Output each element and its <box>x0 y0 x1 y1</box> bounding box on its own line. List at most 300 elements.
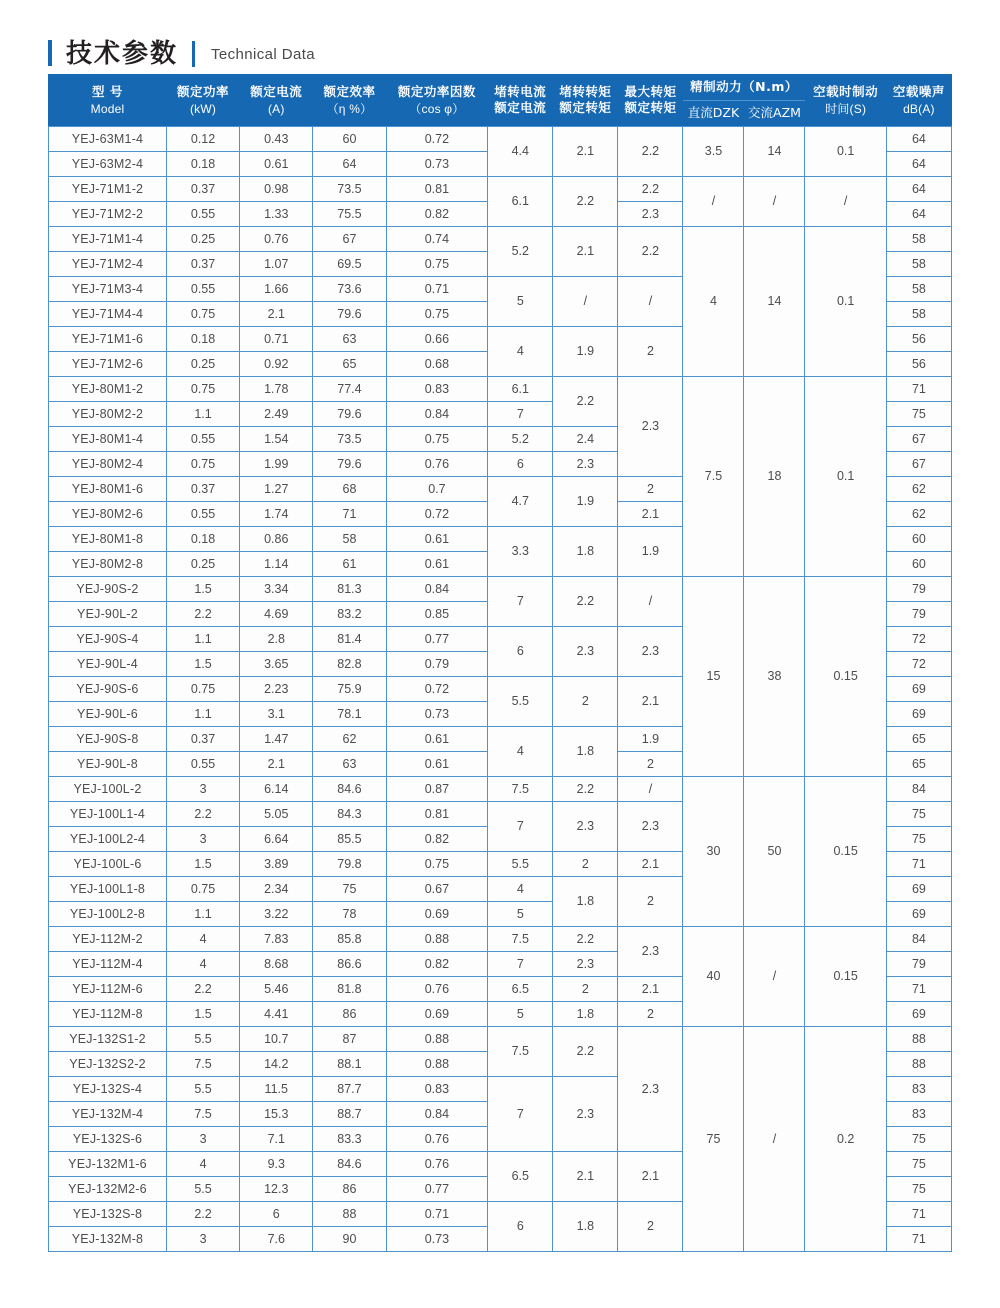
cell-noise: 67 <box>886 426 951 451</box>
cell-power-factor: 0.73 <box>386 151 488 176</box>
cell-rated-current: 3.34 <box>240 576 313 601</box>
cell-power-factor: 0.75 <box>386 301 488 326</box>
cell-rated-power: 0.37 <box>166 726 239 751</box>
cell-power-factor: 0.68 <box>386 351 488 376</box>
page-title-en: Technical Data <box>211 45 316 63</box>
cell-rated-current: 2.49 <box>240 401 313 426</box>
cell-rated-power: 0.75 <box>166 301 239 326</box>
cell-model: YEJ-100L2-8 <box>49 901 167 926</box>
cell-rated-power: 1.1 <box>166 901 239 926</box>
cell-power-factor: 0.74 <box>386 226 488 251</box>
cell-noise: 67 <box>886 451 951 476</box>
cell-rated-power: 0.12 <box>166 126 239 151</box>
cell-efficiency: 75.5 <box>313 201 386 226</box>
cell-model: YEJ-80M2-4 <box>49 451 167 476</box>
cell-efficiency: 62 <box>313 726 386 751</box>
cell-model: YEJ-132M-4 <box>49 1101 167 1126</box>
cell-locked-current-ratio: 4.4 <box>488 126 553 176</box>
cell-noise: 79 <box>886 576 951 601</box>
cell-max-torque-ratio: 1.9 <box>618 726 683 751</box>
cell-noise: 60 <box>886 551 951 576</box>
cell-model: YEJ-71M2-4 <box>49 251 167 276</box>
cell-rated-current: 0.61 <box>240 151 313 176</box>
cell-noise: 64 <box>886 126 951 151</box>
cell-rated-current: 3.89 <box>240 851 313 876</box>
cell-power-factor: 0.77 <box>386 626 488 651</box>
cell-noise: 58 <box>886 276 951 301</box>
cell-power-factor: 0.85 <box>386 601 488 626</box>
cell-rated-power: 7.5 <box>166 1051 239 1076</box>
cell-power-factor: 0.83 <box>386 1076 488 1101</box>
col-header-model-en: Model <box>90 101 125 116</box>
cell-rated-current: 5.05 <box>240 801 313 826</box>
cell-rated-current: 3.65 <box>240 651 313 676</box>
col-header-power-factor-en: （cos φ） <box>409 101 465 116</box>
cell-power-factor: 0.82 <box>386 951 488 976</box>
cell-rated-power: 5.5 <box>166 1026 239 1051</box>
cell-locked-torque-ratio: 2.2 <box>553 926 618 951</box>
cell-noise: 58 <box>886 301 951 326</box>
cell-locked-torque-ratio: 2.2 <box>553 376 618 426</box>
cell-efficiency: 60 <box>313 126 386 151</box>
cell-rated-power: 0.55 <box>166 501 239 526</box>
cell-power-factor: 0.61 <box>386 751 488 776</box>
cell-noise: 69 <box>886 876 951 901</box>
cell-locked-current-ratio: 4 <box>488 726 553 776</box>
cell-rated-current: 6.14 <box>240 776 313 801</box>
col-header-locked-torque-sub: 额定转矩 <box>559 100 612 116</box>
technical-spec-table <box>48 74 952 1252</box>
cell-rated-current: 1.66 <box>240 276 313 301</box>
cell-max-torque-ratio: 2.1 <box>618 976 683 1001</box>
cell-brake-force-dzk: 7.5 <box>683 376 744 576</box>
cell-power-factor: 0.61 <box>386 726 488 751</box>
cell-rated-power: 0.37 <box>166 251 239 276</box>
cell-rated-power: 0.37 <box>166 476 239 501</box>
cell-model: YEJ-112M-8 <box>49 1001 167 1026</box>
cell-locked-torque-ratio: 2.3 <box>553 626 618 676</box>
cell-noise: 56 <box>886 326 951 351</box>
cell-power-factor: 0.61 <box>386 551 488 576</box>
col-header-brake-time-cn: 空载时制动 <box>813 83 879 99</box>
cell-brake-time: 0.2 <box>805 1026 886 1251</box>
cell-efficiency: 65 <box>313 351 386 376</box>
cell-rated-power: 3 <box>166 776 239 801</box>
col-header-brake-force-group <box>683 75 805 101</box>
cell-rated-power: 2.2 <box>166 801 239 826</box>
cell-rated-current: 1.33 <box>240 201 313 226</box>
cell-rated-power: 4 <box>166 951 239 976</box>
cell-rated-current: 1.07 <box>240 251 313 276</box>
col-header-max-torque-sub: 额定转矩 <box>624 100 677 116</box>
cell-rated-power: 1.1 <box>166 701 239 726</box>
cell-noise: 65 <box>886 751 951 776</box>
cell-efficiency: 79.8 <box>313 851 386 876</box>
cell-brake-time: 0.15 <box>805 776 886 926</box>
cell-power-factor: 0.73 <box>386 701 488 726</box>
cell-max-torque-ratio: 2 <box>618 751 683 776</box>
cell-locked-torque-ratio: 2 <box>553 976 618 1001</box>
cell-rated-current: 10.7 <box>240 1026 313 1051</box>
cell-efficiency: 68 <box>313 476 386 501</box>
table-row <box>49 576 952 601</box>
cell-model: YEJ-71M2-6 <box>49 351 167 376</box>
cell-model: YEJ-90L-8 <box>49 751 167 776</box>
col-header-model <box>49 75 167 127</box>
cell-model: YEJ-80M1-4 <box>49 426 167 451</box>
cell-locked-torque-ratio: 1.8 <box>553 1001 618 1026</box>
cell-model: YEJ-80M2-6 <box>49 501 167 526</box>
cell-rated-power: 4 <box>166 926 239 951</box>
cell-locked-torque-ratio: 1.8 <box>553 1201 618 1251</box>
cell-model: YEJ-63M1-4 <box>49 126 167 151</box>
cell-efficiency: 84.6 <box>313 1151 386 1176</box>
cell-locked-current-ratio: 6 <box>488 451 553 476</box>
cell-brake-force-dzk: / <box>683 176 744 226</box>
col-header-locked-torque-ratio <box>553 75 618 127</box>
cell-rated-power: 3 <box>166 826 239 851</box>
cell-max-torque-ratio: 2.1 <box>618 501 683 526</box>
cell-max-torque-ratio: / <box>618 576 683 626</box>
cell-efficiency: 63 <box>313 751 386 776</box>
col-header-rated-power <box>166 75 239 127</box>
cell-rated-power: 2.2 <box>166 976 239 1001</box>
cell-locked-current-ratio: 5.2 <box>488 226 553 276</box>
cell-rated-current: 0.43 <box>240 126 313 151</box>
cell-locked-torque-ratio: 2.3 <box>553 1076 618 1151</box>
cell-noise: 64 <box>886 151 951 176</box>
cell-noise: 69 <box>886 701 951 726</box>
cell-rated-power: 0.75 <box>166 376 239 401</box>
cell-locked-current-ratio: 5.2 <box>488 426 553 451</box>
cell-noise: 75 <box>886 1126 951 1151</box>
cell-locked-torque-ratio: / <box>553 276 618 326</box>
cell-model: YEJ-71M3-4 <box>49 276 167 301</box>
cell-locked-current-ratio: 6 <box>488 1201 553 1251</box>
cell-noise: 72 <box>886 626 951 651</box>
cell-power-factor: 0.69 <box>386 901 488 926</box>
cell-efficiency: 79.6 <box>313 401 386 426</box>
cell-model: YEJ-132S-6 <box>49 1126 167 1151</box>
col-header-efficiency-en: （η %） <box>326 101 373 116</box>
cell-max-torque-ratio: 2 <box>618 1201 683 1251</box>
cell-locked-torque-ratio: 1.8 <box>553 726 618 776</box>
cell-power-factor: 0.67 <box>386 876 488 901</box>
cell-locked-current-ratio: 5 <box>488 276 553 326</box>
cell-efficiency: 88.7 <box>313 1101 386 1126</box>
cell-noise: 71 <box>886 1226 951 1251</box>
cell-max-torque-ratio: 2.3 <box>618 1026 683 1151</box>
cell-power-factor: 0.66 <box>386 326 488 351</box>
cell-efficiency: 73.5 <box>313 426 386 451</box>
cell-model: YEJ-100L1-4 <box>49 801 167 826</box>
cell-power-factor: 0.88 <box>386 1026 488 1051</box>
cell-rated-current: 12.3 <box>240 1176 313 1201</box>
cell-efficiency: 90 <box>313 1226 386 1251</box>
cell-max-torque-ratio: 2.2 <box>618 126 683 176</box>
cell-efficiency: 61 <box>313 551 386 576</box>
cell-rated-current: 6.64 <box>240 826 313 851</box>
col-header-locked-current-sub: 额定电流 <box>494 100 547 116</box>
cell-efficiency: 81.3 <box>313 576 386 601</box>
col-header-max-torque-ratio <box>618 75 683 127</box>
cell-power-factor: 0.84 <box>386 576 488 601</box>
cell-max-torque-ratio: 2.3 <box>618 926 683 976</box>
cell-noise: 64 <box>886 201 951 226</box>
cell-model: YEJ-90S-4 <box>49 626 167 651</box>
cell-rated-power: 1.5 <box>166 1001 239 1026</box>
cell-max-torque-ratio: 2.1 <box>618 851 683 876</box>
cell-rated-power: 1.5 <box>166 576 239 601</box>
cell-locked-torque-ratio: 2.1 <box>553 1151 618 1201</box>
cell-max-torque-ratio: 2.3 <box>618 626 683 676</box>
cell-noise: 60 <box>886 526 951 551</box>
col-header-brake-ac-azm: 交流AZM <box>744 100 805 126</box>
cell-rated-power: 0.25 <box>166 551 239 576</box>
cell-rated-current: 3.22 <box>240 901 313 926</box>
cell-efficiency: 83.3 <box>313 1126 386 1151</box>
table-row <box>49 126 952 151</box>
cell-rated-current: 14.2 <box>240 1051 313 1076</box>
cell-power-factor: 0.84 <box>386 1101 488 1126</box>
cell-rated-current: 0.76 <box>240 226 313 251</box>
cell-locked-current-ratio: 7.5 <box>488 926 553 951</box>
cell-model: YEJ-71M2-2 <box>49 201 167 226</box>
cell-rated-current: 8.68 <box>240 951 313 976</box>
cell-max-torque-ratio: 2.1 <box>618 1151 683 1201</box>
cell-brake-time: 0.1 <box>805 126 886 176</box>
cell-model: YEJ-132S2-2 <box>49 1051 167 1076</box>
cell-efficiency: 81.4 <box>313 626 386 651</box>
cell-max-torque-ratio: 1.9 <box>618 526 683 576</box>
cell-efficiency: 58 <box>313 526 386 551</box>
cell-efficiency: 84.3 <box>313 801 386 826</box>
cell-efficiency: 84.6 <box>313 776 386 801</box>
cell-rated-current: 9.3 <box>240 1151 313 1176</box>
cell-model: YEJ-90L-2 <box>49 601 167 626</box>
cell-locked-current-ratio: 7 <box>488 1076 553 1151</box>
table-row <box>49 926 952 951</box>
cell-rated-current: 7.1 <box>240 1126 313 1151</box>
cell-noise: 69 <box>886 901 951 926</box>
cell-power-factor: 0.71 <box>386 1201 488 1226</box>
cell-noise: 84 <box>886 926 951 951</box>
cell-max-torque-ratio: 2.2 <box>618 226 683 276</box>
cell-noise: 58 <box>886 251 951 276</box>
cell-locked-torque-ratio: 2 <box>553 676 618 726</box>
cell-model: YEJ-80M1-6 <box>49 476 167 501</box>
col-header-noise-cn: 空载噪声 <box>892 83 945 99</box>
cell-efficiency: 69.5 <box>313 251 386 276</box>
cell-rated-current: 15.3 <box>240 1101 313 1126</box>
cell-power-factor: 0.72 <box>386 126 488 151</box>
cell-locked-current-ratio: 5.5 <box>488 676 553 726</box>
cell-power-factor: 0.82 <box>386 826 488 851</box>
cell-model: YEJ-100L2-4 <box>49 826 167 851</box>
cell-noise: 79 <box>886 601 951 626</box>
cell-rated-power: 0.55 <box>166 751 239 776</box>
cell-locked-current-ratio: 6.1 <box>488 176 553 226</box>
cell-brake-force-azm: / <box>744 1026 805 1251</box>
cell-rated-current: 7.6 <box>240 1226 313 1251</box>
cell-brake-force-azm: 14 <box>744 226 805 376</box>
cell-power-factor: 0.84 <box>386 401 488 426</box>
cell-rated-power: 3 <box>166 1226 239 1251</box>
cell-rated-power: 1.1 <box>166 401 239 426</box>
cell-rated-power: 0.55 <box>166 426 239 451</box>
cell-rated-power: 0.55 <box>166 276 239 301</box>
cell-efficiency: 73.6 <box>313 276 386 301</box>
cell-locked-torque-ratio: 2.4 <box>553 426 618 451</box>
cell-locked-torque-ratio: 1.9 <box>553 476 618 526</box>
col-header-brake-dc-dzk: 直流DZK <box>683 100 744 126</box>
cell-locked-current-ratio: 7 <box>488 801 553 851</box>
cell-max-torque-ratio: / <box>618 776 683 801</box>
cell-rated-power: 1.1 <box>166 626 239 651</box>
cell-brake-force-dzk: 30 <box>683 776 744 926</box>
cell-locked-current-ratio: 5 <box>488 901 553 926</box>
cell-brake-force-azm: 38 <box>744 576 805 776</box>
cell-rated-power: 0.25 <box>166 226 239 251</box>
cell-max-torque-ratio: 2.3 <box>618 201 683 226</box>
cell-rated-current: 0.71 <box>240 326 313 351</box>
cell-rated-power: 7.5 <box>166 1101 239 1126</box>
cell-brake-force-azm: / <box>744 176 805 226</box>
cell-noise: 75 <box>886 801 951 826</box>
cell-locked-current-ratio: 6.5 <box>488 1151 553 1201</box>
cell-power-factor: 0.75 <box>386 851 488 876</box>
cell-locked-current-ratio: 4.7 <box>488 476 553 526</box>
cell-model: YEJ-100L-2 <box>49 776 167 801</box>
cell-locked-torque-ratio: 2.3 <box>553 951 618 976</box>
cell-efficiency: 78 <box>313 901 386 926</box>
cell-rated-power: 1.5 <box>166 651 239 676</box>
cell-efficiency: 86 <box>313 1001 386 1026</box>
cell-rated-current: 11.5 <box>240 1076 313 1101</box>
cell-noise: 88 <box>886 1051 951 1076</box>
cell-model: YEJ-112M-6 <box>49 976 167 1001</box>
cell-model: YEJ-132M2-6 <box>49 1176 167 1201</box>
cell-model: YEJ-80M2-8 <box>49 551 167 576</box>
cell-efficiency: 75.9 <box>313 676 386 701</box>
cell-locked-current-ratio: 4 <box>488 876 553 901</box>
cell-power-factor: 0.61 <box>386 526 488 551</box>
cell-model: YEJ-63M2-4 <box>49 151 167 176</box>
page-title-cn: 技术参数 <box>66 39 179 69</box>
col-header-noise-en: dB(A) <box>903 101 935 116</box>
cell-noise: 75 <box>886 826 951 851</box>
cell-rated-current: 1.74 <box>240 501 313 526</box>
cell-efficiency: 82.8 <box>313 651 386 676</box>
cell-locked-current-ratio: 6 <box>488 626 553 676</box>
cell-locked-torque-ratio: 2.3 <box>553 801 618 851</box>
cell-model: YEJ-71M1-4 <box>49 226 167 251</box>
cell-model: YEJ-112M-4 <box>49 951 167 976</box>
table-body <box>49 126 952 1251</box>
cell-rated-power: 0.75 <box>166 676 239 701</box>
cell-locked-current-ratio: 7 <box>488 576 553 626</box>
cell-max-torque-ratio: 2.1 <box>618 676 683 726</box>
cell-brake-force-azm: 14 <box>744 126 805 176</box>
cell-brake-force-dzk: 15 <box>683 576 744 776</box>
cell-power-factor: 0.81 <box>386 801 488 826</box>
cell-brake-time: / <box>805 176 886 226</box>
cell-locked-torque-ratio: 1.8 <box>553 876 618 926</box>
cell-locked-current-ratio: 6.1 <box>488 376 553 401</box>
table-row <box>49 376 952 401</box>
cell-locked-current-ratio: 7 <box>488 401 553 426</box>
cell-model: YEJ-80M2-2 <box>49 401 167 426</box>
cell-model: YEJ-71M4-4 <box>49 301 167 326</box>
cell-rated-current: 0.98 <box>240 176 313 201</box>
cell-rated-current: 1.99 <box>240 451 313 476</box>
cell-efficiency: 86 <box>313 1176 386 1201</box>
cell-rated-current: 0.92 <box>240 351 313 376</box>
cell-noise: 62 <box>886 476 951 501</box>
cell-power-factor: 0.72 <box>386 501 488 526</box>
table-header <box>49 75 952 127</box>
cell-power-factor: 0.75 <box>386 426 488 451</box>
cell-efficiency: 64 <box>313 151 386 176</box>
cell-brake-force-dzk: 3.5 <box>683 126 744 176</box>
cell-locked-torque-ratio: 2.2 <box>553 1026 618 1076</box>
cell-power-factor: 0.81 <box>386 176 488 201</box>
cell-max-torque-ratio: 2 <box>618 476 683 501</box>
cell-rated-power: 0.75 <box>166 876 239 901</box>
cell-power-factor: 0.82 <box>386 201 488 226</box>
cell-rated-current: 2.8 <box>240 626 313 651</box>
cell-model: YEJ-132M1-6 <box>49 1151 167 1176</box>
cell-max-torque-ratio: 2.3 <box>618 801 683 851</box>
cell-rated-current: 1.54 <box>240 426 313 451</box>
cell-rated-power: 2.2 <box>166 601 239 626</box>
cell-power-factor: 0.71 <box>386 276 488 301</box>
cell-rated-current: 0.86 <box>240 526 313 551</box>
cell-locked-torque-ratio: 2.1 <box>553 126 618 176</box>
cell-locked-current-ratio: 7.5 <box>488 776 553 801</box>
cell-efficiency: 85.8 <box>313 926 386 951</box>
cell-power-factor: 0.76 <box>386 1151 488 1176</box>
cell-efficiency: 88.1 <box>313 1051 386 1076</box>
cell-brake-force-dzk: 75 <box>683 1026 744 1251</box>
cell-power-factor: 0.72 <box>386 676 488 701</box>
cell-locked-current-ratio: 5 <box>488 1001 553 1026</box>
cell-efficiency: 77.4 <box>313 376 386 401</box>
cell-noise: 84 <box>886 776 951 801</box>
cell-rated-current: 1.27 <box>240 476 313 501</box>
cell-max-torque-ratio: 2.3 <box>618 376 683 476</box>
cell-model: YEJ-90S-8 <box>49 726 167 751</box>
cell-model: YEJ-132S1-2 <box>49 1026 167 1051</box>
cell-rated-power: 4 <box>166 1151 239 1176</box>
cell-rated-power: 0.55 <box>166 201 239 226</box>
cell-locked-current-ratio: 3.3 <box>488 526 553 576</box>
cell-rated-power: 0.18 <box>166 326 239 351</box>
table-row <box>49 176 952 201</box>
col-header-locked-current-cn: 堵转电流 <box>494 83 547 99</box>
cell-power-factor: 0.79 <box>386 651 488 676</box>
title-divider-bar <box>192 41 195 67</box>
cell-noise: 75 <box>886 401 951 426</box>
cell-noise: 72 <box>886 651 951 676</box>
cell-model: YEJ-80M1-8 <box>49 526 167 551</box>
cell-power-factor: 0.73 <box>386 1226 488 1251</box>
cell-efficiency: 79.6 <box>313 451 386 476</box>
cell-rated-current: 4.41 <box>240 1001 313 1026</box>
table-row <box>49 226 952 251</box>
cell-rated-current: 6 <box>240 1201 313 1226</box>
cell-efficiency: 86.6 <box>313 951 386 976</box>
